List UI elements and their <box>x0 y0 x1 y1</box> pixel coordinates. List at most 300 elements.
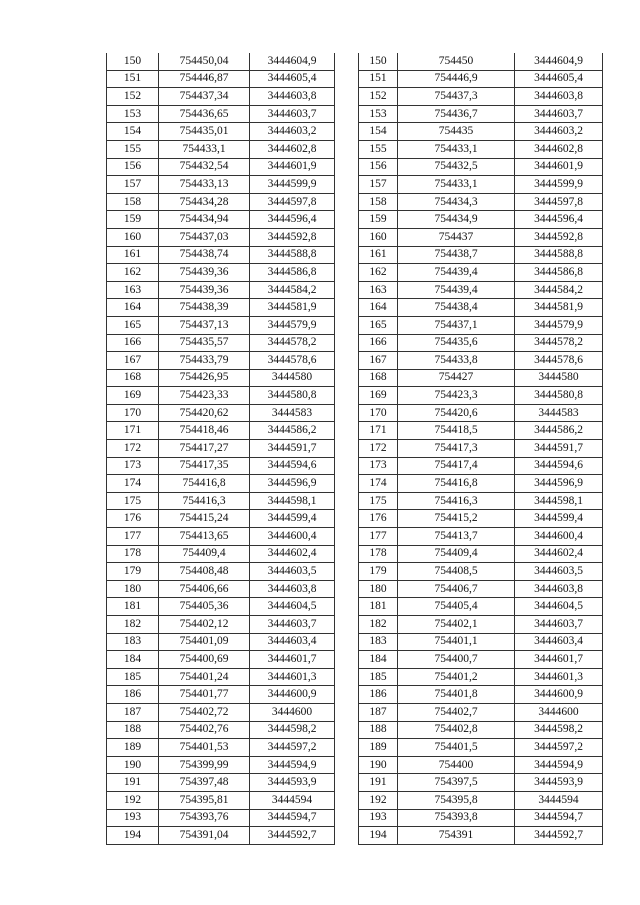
x-coordinate-cell: 754402,8 <box>398 721 515 739</box>
y-coordinate-cell: 3444603,7 <box>250 105 335 123</box>
x-coordinate-cell: 754415,24 <box>159 510 250 528</box>
y-coordinate-cell: 3444583 <box>250 404 335 422</box>
y-coordinate-cell: 3444592,7 <box>515 827 603 845</box>
table-row <box>359 563 603 581</box>
y-coordinate-cell: 3444592,7 <box>250 827 335 845</box>
point-number-cell: 182 <box>107 616 159 634</box>
y-coordinate-cell: 3444602,8 <box>250 140 335 158</box>
point-number-cell: 161 <box>359 246 398 264</box>
y-coordinate-cell: 3444603,7 <box>515 105 603 123</box>
coordinates-table-right <box>358 53 603 845</box>
x-coordinate-cell: 754408,5 <box>398 563 515 581</box>
x-coordinate-cell: 754401,8 <box>398 686 515 704</box>
point-number-cell: 194 <box>359 827 398 845</box>
x-coordinate-cell: 754402,12 <box>159 616 250 634</box>
table-row <box>359 528 603 546</box>
y-coordinate-cell: 3444601,9 <box>515 158 603 176</box>
table-row <box>107 668 335 686</box>
point-number-cell: 153 <box>107 105 159 123</box>
x-coordinate-cell: 754416,3 <box>398 492 515 510</box>
table-row <box>359 53 603 70</box>
y-coordinate-cell: 3444593,9 <box>250 774 335 792</box>
point-number-cell: 186 <box>107 686 159 704</box>
table-row <box>107 510 335 528</box>
coordinates-table-left <box>106 53 335 845</box>
y-coordinate-cell: 3444592,8 <box>250 228 335 246</box>
point-number-cell: 158 <box>107 193 159 211</box>
point-number-cell: 154 <box>359 123 398 141</box>
x-coordinate-cell: 754438,74 <box>159 246 250 264</box>
point-number-cell: 194 <box>107 827 159 845</box>
x-coordinate-cell: 754402,72 <box>159 703 250 721</box>
table-row <box>359 422 603 440</box>
point-number-cell: 179 <box>107 563 159 581</box>
x-coordinate-cell: 754401,1 <box>398 633 515 651</box>
table-row <box>107 633 335 651</box>
y-coordinate-cell: 3444597,8 <box>250 193 335 211</box>
y-coordinate-cell: 3444593,9 <box>515 774 603 792</box>
x-coordinate-cell: 754420,6 <box>398 404 515 422</box>
x-coordinate-cell: 754427 <box>398 369 515 387</box>
point-number-cell: 166 <box>359 334 398 352</box>
table-row <box>107 299 335 317</box>
table-row <box>107 316 335 334</box>
table-row <box>107 176 335 194</box>
point-number-cell: 165 <box>359 316 398 334</box>
table-row <box>359 158 603 176</box>
y-coordinate-cell: 3444597,8 <box>515 193 603 211</box>
point-number-cell: 162 <box>107 264 159 282</box>
point-number-cell: 155 <box>107 140 159 158</box>
y-coordinate-cell: 3444601,3 <box>515 668 603 686</box>
x-coordinate-cell: 754439,4 <box>398 264 515 282</box>
y-coordinate-cell: 3444600,9 <box>515 686 603 704</box>
point-number-cell: 167 <box>359 352 398 370</box>
y-coordinate-cell: 3444599,4 <box>515 510 603 528</box>
x-coordinate-cell: 754436,65 <box>159 105 250 123</box>
y-coordinate-cell: 3444599,9 <box>515 176 603 194</box>
y-coordinate-cell: 3444592,8 <box>515 228 603 246</box>
x-coordinate-cell: 754416,8 <box>159 475 250 493</box>
x-coordinate-cell: 754438,7 <box>398 246 515 264</box>
table-row <box>107 492 335 510</box>
y-coordinate-cell: 3444588,8 <box>250 246 335 264</box>
point-number-cell: 191 <box>359 774 398 792</box>
point-number-cell: 169 <box>359 387 398 405</box>
y-coordinate-cell: 3444579,9 <box>515 316 603 334</box>
table-row <box>107 281 335 299</box>
table-row <box>107 721 335 739</box>
table-row <box>107 158 335 176</box>
table-row <box>359 492 603 510</box>
table-row <box>359 809 603 827</box>
table-row <box>107 264 335 282</box>
point-number-cell: 159 <box>359 211 398 229</box>
y-coordinate-cell: 3444600 <box>250 703 335 721</box>
point-number-cell: 188 <box>107 721 159 739</box>
table-row <box>359 739 603 757</box>
x-coordinate-cell: 754432,54 <box>159 158 250 176</box>
x-coordinate-cell: 754400,69 <box>159 651 250 669</box>
point-number-cell: 175 <box>107 492 159 510</box>
table-row <box>107 651 335 669</box>
point-number-cell: 193 <box>359 809 398 827</box>
y-coordinate-cell: 3444598,1 <box>515 492 603 510</box>
point-number-cell: 181 <box>107 598 159 616</box>
table-row <box>107 352 335 370</box>
table-row <box>107 193 335 211</box>
y-coordinate-cell: 3444600,4 <box>515 528 603 546</box>
table-row <box>359 176 603 194</box>
y-coordinate-cell: 3444598,2 <box>250 721 335 739</box>
y-coordinate-cell: 3444584,2 <box>250 281 335 299</box>
table-row <box>359 616 603 634</box>
table-row <box>359 668 603 686</box>
table-row <box>107 440 335 458</box>
x-coordinate-cell: 754413,7 <box>398 528 515 546</box>
y-coordinate-cell: 3444584,2 <box>515 281 603 299</box>
point-number-cell: 183 <box>359 633 398 651</box>
point-number-cell: 184 <box>359 651 398 669</box>
table-row <box>107 827 335 845</box>
point-number-cell: 178 <box>107 545 159 563</box>
x-coordinate-cell: 754423,3 <box>398 387 515 405</box>
point-number-cell: 176 <box>107 510 159 528</box>
y-coordinate-cell: 3444600,4 <box>250 528 335 546</box>
x-coordinate-cell: 754401,2 <box>398 668 515 686</box>
table-row <box>359 580 603 598</box>
x-coordinate-cell: 754406,7 <box>398 580 515 598</box>
y-coordinate-cell: 3444599,4 <box>250 510 335 528</box>
point-number-cell: 192 <box>107 791 159 809</box>
point-number-cell: 160 <box>359 228 398 246</box>
point-number-cell: 187 <box>359 703 398 721</box>
point-number-cell: 167 <box>107 352 159 370</box>
x-coordinate-cell: 754391 <box>398 827 515 845</box>
y-coordinate-cell: 3444581,9 <box>250 299 335 317</box>
point-number-cell: 160 <box>107 228 159 246</box>
point-number-cell: 173 <box>107 457 159 475</box>
table-row <box>359 651 603 669</box>
x-coordinate-cell: 754409,4 <box>159 545 250 563</box>
y-coordinate-cell: 3444596,4 <box>515 211 603 229</box>
y-coordinate-cell: 3444604,5 <box>515 598 603 616</box>
x-coordinate-cell: 754438,39 <box>159 299 250 317</box>
y-coordinate-cell: 3444594,6 <box>515 457 603 475</box>
y-coordinate-cell: 3444603,8 <box>250 580 335 598</box>
table-row <box>359 281 603 299</box>
table-row <box>107 686 335 704</box>
point-number-cell: 174 <box>359 475 398 493</box>
x-coordinate-cell: 754399,99 <box>159 756 250 774</box>
point-number-cell: 163 <box>107 281 159 299</box>
x-coordinate-cell: 754434,28 <box>159 193 250 211</box>
table-row <box>107 528 335 546</box>
table-row <box>359 228 603 246</box>
table-row <box>107 809 335 827</box>
y-coordinate-cell: 3444594 <box>250 791 335 809</box>
point-number-cell: 159 <box>107 211 159 229</box>
point-number-cell: 177 <box>359 528 398 546</box>
table-row <box>107 228 335 246</box>
point-number-cell: 184 <box>107 651 159 669</box>
y-coordinate-cell: 3444604,9 <box>250 53 335 70</box>
y-coordinate-cell: 3444603,4 <box>515 633 603 651</box>
y-coordinate-cell: 3444586,8 <box>250 264 335 282</box>
y-coordinate-cell: 3444596,4 <box>250 211 335 229</box>
point-number-cell: 171 <box>359 422 398 440</box>
x-coordinate-cell: 754406,66 <box>159 580 250 598</box>
table-row <box>107 739 335 757</box>
y-coordinate-cell: 3444578,6 <box>515 352 603 370</box>
y-coordinate-cell: 3444601,3 <box>250 668 335 686</box>
y-coordinate-cell: 3444602,4 <box>515 545 603 563</box>
table-row <box>359 686 603 704</box>
point-number-cell: 188 <box>359 721 398 739</box>
y-coordinate-cell: 3444597,2 <box>515 739 603 757</box>
x-coordinate-cell: 754446,9 <box>398 70 515 88</box>
x-coordinate-cell: 754434,94 <box>159 211 250 229</box>
x-coordinate-cell: 754401,5 <box>398 739 515 757</box>
x-coordinate-cell: 754400,7 <box>398 651 515 669</box>
point-number-cell: 152 <box>107 88 159 106</box>
y-coordinate-cell: 3444598,1 <box>250 492 335 510</box>
point-number-cell: 168 <box>107 369 159 387</box>
point-number-cell: 150 <box>359 53 398 70</box>
point-number-cell: 179 <box>359 563 398 581</box>
table-row <box>359 721 603 739</box>
y-coordinate-cell: 3444580 <box>250 369 335 387</box>
x-coordinate-cell: 754416,3 <box>159 492 250 510</box>
x-coordinate-cell: 754450 <box>398 53 515 70</box>
point-number-cell: 169 <box>107 387 159 405</box>
table-row <box>107 791 335 809</box>
table-row <box>359 827 603 845</box>
x-coordinate-cell: 754417,35 <box>159 457 250 475</box>
x-coordinate-cell: 754415,2 <box>398 510 515 528</box>
y-coordinate-cell: 3444597,2 <box>250 739 335 757</box>
y-coordinate-cell: 3444605,4 <box>515 70 603 88</box>
x-coordinate-cell: 754397,48 <box>159 774 250 792</box>
x-coordinate-cell: 754437 <box>398 228 515 246</box>
table-row <box>359 211 603 229</box>
point-number-cell: 187 <box>107 703 159 721</box>
table-row <box>359 352 603 370</box>
x-coordinate-cell: 754433,1 <box>159 140 250 158</box>
y-coordinate-cell: 3444594,9 <box>515 756 603 774</box>
y-coordinate-cell: 3444603,7 <box>250 616 335 634</box>
x-coordinate-cell: 754408,48 <box>159 563 250 581</box>
table-row <box>359 387 603 405</box>
x-coordinate-cell: 754434,9 <box>398 211 515 229</box>
point-number-cell: 152 <box>359 88 398 106</box>
y-coordinate-cell: 3444601,7 <box>515 651 603 669</box>
table-row <box>359 440 603 458</box>
table-row <box>359 545 603 563</box>
table-row <box>107 387 335 405</box>
x-coordinate-cell: 754409,4 <box>398 545 515 563</box>
point-number-cell: 178 <box>359 545 398 563</box>
x-coordinate-cell: 754435,6 <box>398 334 515 352</box>
x-coordinate-cell: 754417,3 <box>398 440 515 458</box>
y-coordinate-cell: 3444600,9 <box>250 686 335 704</box>
x-coordinate-cell: 754413,65 <box>159 528 250 546</box>
table-row <box>107 369 335 387</box>
x-coordinate-cell: 754439,36 <box>159 281 250 299</box>
table-row <box>359 316 603 334</box>
point-number-cell: 171 <box>107 422 159 440</box>
x-coordinate-cell: 754433,13 <box>159 176 250 194</box>
table-row <box>359 299 603 317</box>
table-row <box>359 334 603 352</box>
y-coordinate-cell: 3444601,7 <box>250 651 335 669</box>
y-coordinate-cell: 3444605,4 <box>250 70 335 88</box>
point-number-cell: 150 <box>107 53 159 70</box>
x-coordinate-cell: 754417,4 <box>398 457 515 475</box>
x-coordinate-cell: 754433,8 <box>398 352 515 370</box>
point-number-cell: 181 <box>359 598 398 616</box>
point-number-cell: 151 <box>359 70 398 88</box>
x-coordinate-cell: 754393,8 <box>398 809 515 827</box>
point-number-cell: 185 <box>359 668 398 686</box>
y-coordinate-cell: 3444591,7 <box>515 440 603 458</box>
x-coordinate-cell: 754420,62 <box>159 404 250 422</box>
point-number-cell: 153 <box>359 105 398 123</box>
table-row <box>359 246 603 264</box>
point-number-cell: 156 <box>107 158 159 176</box>
y-coordinate-cell: 3444580 <box>515 369 603 387</box>
y-coordinate-cell: 3444603,8 <box>515 88 603 106</box>
table-row <box>107 246 335 264</box>
table-row <box>107 422 335 440</box>
point-number-cell: 180 <box>359 580 398 598</box>
point-number-cell: 170 <box>359 404 398 422</box>
x-coordinate-cell: 754401,77 <box>159 686 250 704</box>
x-coordinate-cell: 754437,3 <box>398 88 515 106</box>
table-row <box>107 580 335 598</box>
point-number-cell: 190 <box>107 756 159 774</box>
table-row <box>359 88 603 106</box>
table-body-left <box>107 53 335 844</box>
table-row <box>107 88 335 106</box>
table-row <box>359 105 603 123</box>
y-coordinate-cell: 3444604,5 <box>250 598 335 616</box>
x-coordinate-cell: 754446,87 <box>159 70 250 88</box>
x-coordinate-cell: 754423,33 <box>159 387 250 405</box>
y-coordinate-cell: 3444603,5 <box>250 563 335 581</box>
table-row <box>107 404 335 422</box>
table-row <box>107 334 335 352</box>
table-row <box>107 123 335 141</box>
y-coordinate-cell: 3444603,8 <box>250 88 335 106</box>
x-coordinate-cell: 754437,34 <box>159 88 250 106</box>
x-coordinate-cell: 754401,09 <box>159 633 250 651</box>
table-row <box>359 633 603 651</box>
x-coordinate-cell: 754439,4 <box>398 281 515 299</box>
point-number-cell: 166 <box>107 334 159 352</box>
y-coordinate-cell: 3444594,7 <box>250 809 335 827</box>
x-coordinate-cell: 754400 <box>398 756 515 774</box>
x-coordinate-cell: 754437,13 <box>159 316 250 334</box>
point-number-cell: 154 <box>107 123 159 141</box>
table-row <box>359 140 603 158</box>
y-coordinate-cell: 3444578,2 <box>515 334 603 352</box>
y-coordinate-cell: 3444604,9 <box>515 53 603 70</box>
y-coordinate-cell: 3444603,4 <box>250 633 335 651</box>
x-coordinate-cell: 754438,4 <box>398 299 515 317</box>
y-coordinate-cell: 3444579,9 <box>250 316 335 334</box>
table-row <box>107 616 335 634</box>
x-coordinate-cell: 754439,36 <box>159 264 250 282</box>
y-coordinate-cell: 3444588,8 <box>515 246 603 264</box>
point-number-cell: 163 <box>359 281 398 299</box>
y-coordinate-cell: 3444594 <box>515 791 603 809</box>
x-coordinate-cell: 754395,8 <box>398 791 515 809</box>
x-coordinate-cell: 754405,36 <box>159 598 250 616</box>
point-number-cell: 190 <box>359 756 398 774</box>
y-coordinate-cell: 3444586,2 <box>515 422 603 440</box>
table-row <box>359 70 603 88</box>
table-row <box>359 123 603 141</box>
table-row <box>359 369 603 387</box>
table-row <box>107 756 335 774</box>
y-coordinate-cell: 3444603,5 <box>515 563 603 581</box>
y-coordinate-cell: 3444596,9 <box>515 475 603 493</box>
table-row <box>359 193 603 211</box>
x-coordinate-cell: 754417,27 <box>159 440 250 458</box>
x-coordinate-cell: 754426,95 <box>159 369 250 387</box>
x-coordinate-cell: 754401,24 <box>159 668 250 686</box>
y-coordinate-cell: 3444581,9 <box>515 299 603 317</box>
x-coordinate-cell: 754450,04 <box>159 53 250 70</box>
table-row <box>107 140 335 158</box>
table-row <box>107 457 335 475</box>
table-row <box>107 475 335 493</box>
x-coordinate-cell: 754405,4 <box>398 598 515 616</box>
point-number-cell: 177 <box>107 528 159 546</box>
point-number-cell: 182 <box>359 616 398 634</box>
y-coordinate-cell: 3444600 <box>515 703 603 721</box>
y-coordinate-cell: 3444602,8 <box>515 140 603 158</box>
point-number-cell: 183 <box>107 633 159 651</box>
table-row <box>107 774 335 792</box>
x-coordinate-cell: 754433,1 <box>398 176 515 194</box>
point-number-cell: 189 <box>359 739 398 757</box>
table-row <box>359 756 603 774</box>
point-number-cell: 155 <box>359 140 398 158</box>
table-row <box>359 264 603 282</box>
table-body-right <box>359 53 603 844</box>
x-coordinate-cell: 754402,76 <box>159 721 250 739</box>
point-number-cell: 186 <box>359 686 398 704</box>
point-number-cell: 172 <box>359 440 398 458</box>
x-coordinate-cell: 754437,1 <box>398 316 515 334</box>
point-number-cell: 193 <box>107 809 159 827</box>
point-number-cell: 172 <box>107 440 159 458</box>
table-row <box>107 598 335 616</box>
table-row <box>107 211 335 229</box>
y-coordinate-cell: 3444586,8 <box>515 264 603 282</box>
table-row <box>359 510 603 528</box>
x-coordinate-cell: 754433,1 <box>398 140 515 158</box>
x-coordinate-cell: 754418,46 <box>159 422 250 440</box>
table-row <box>107 545 335 563</box>
x-coordinate-cell: 754402,1 <box>398 616 515 634</box>
y-coordinate-cell: 3444594,9 <box>250 756 335 774</box>
y-coordinate-cell: 3444603,2 <box>515 123 603 141</box>
y-coordinate-cell: 3444586,2 <box>250 422 335 440</box>
point-number-cell: 165 <box>107 316 159 334</box>
